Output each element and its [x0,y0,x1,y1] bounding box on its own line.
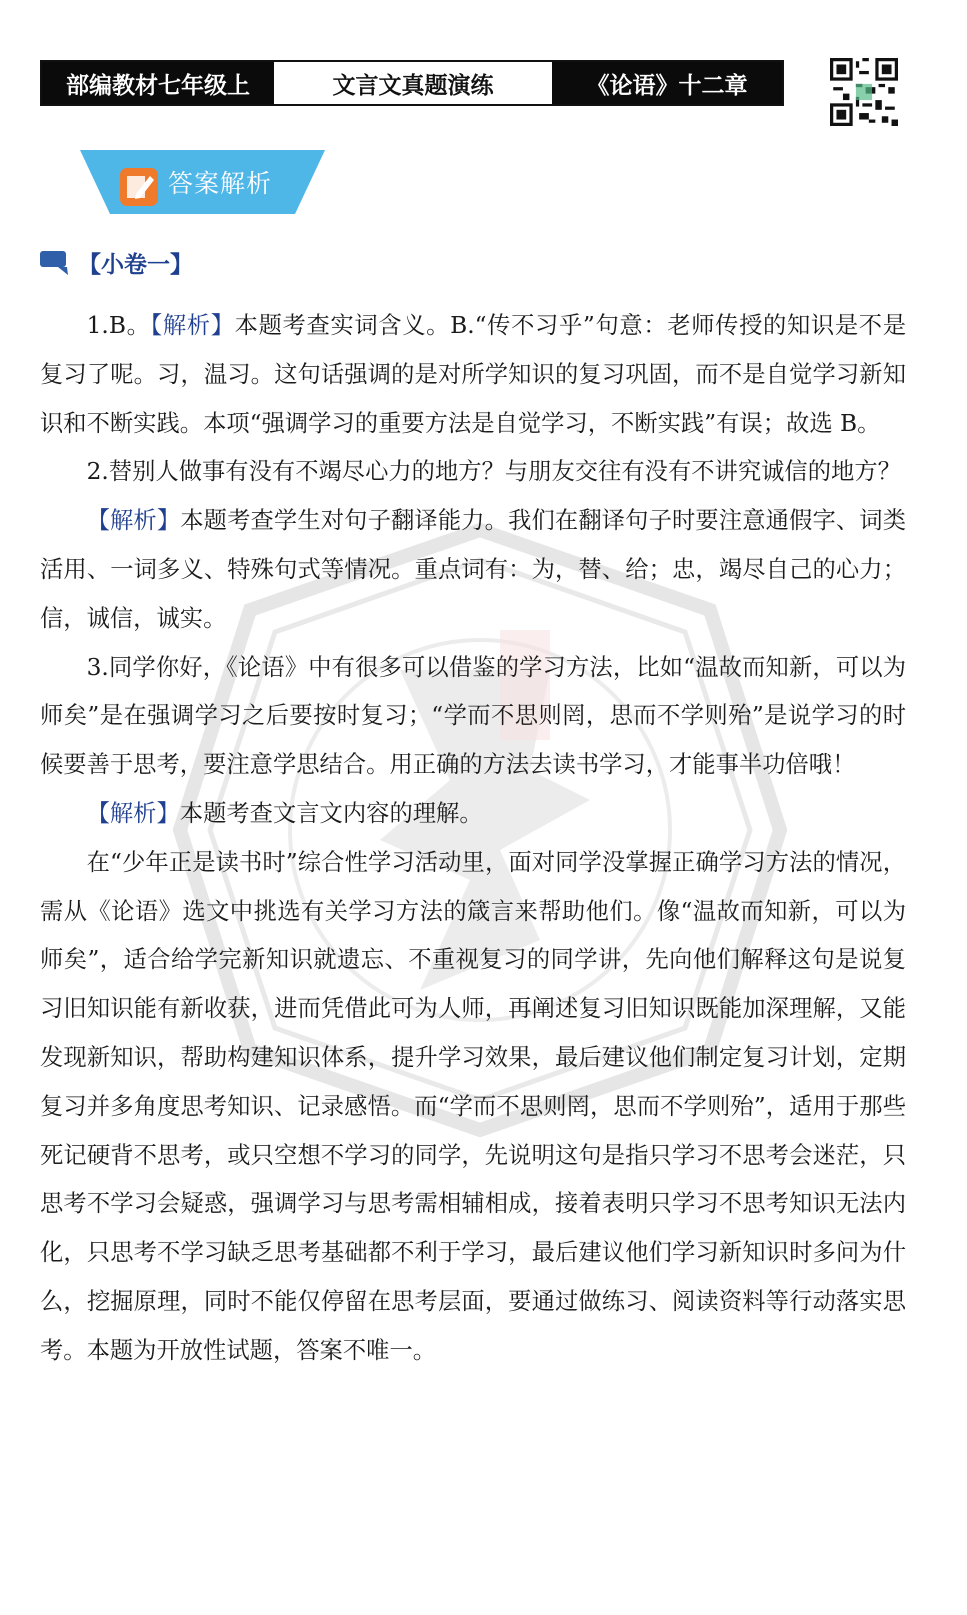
answer-1-analysis: 本题考查实词含义。B.“传不习乎”句意：老师传授的知识是不是复习了呢。习，温习。这句话强调的是对所学知识的复习巩固，而不是自觉学习新知识和不断实践。本项“强调学习的重要方法是自觉学习，不断实践”有误；故选 B。 [40,312,906,437]
analysis-tag: 【解析】 [86,799,180,827]
analysis-tag: 【解析】 [86,507,181,535]
header-bar [40,60,784,106]
answer-analysis-banner [80,150,325,214]
answer-paragraph [40,497,906,643]
answer-content [40,302,906,1376]
answer-2-analysis: 本题考查学生对句子翻译能力。我们在翻译句子时要注意通假字、词类活用、一词多义、特殊句式等情况。重点词有：为，替、给；忠，竭尽自己的心力；信，诚信，诚实。 [40,507,907,632]
answer-1-choice: 1.B。 [86,312,151,339]
answer-paragraph [40,302,906,448]
answer-paragraph [40,839,906,1376]
chat-bubble-icon [40,251,70,275]
banner-label: 答案解析 [168,169,273,198]
section-heading [40,246,193,279]
answer-paragraph [40,448,906,497]
answer-3-explanation: 在“少年正是读书时”综合性学习活动里，面对同学没掌握正确学习方法的情况，需从《论语》选文中挑选有关学习方法的箴言来帮助他们。像“温故而知新，可以为师矣”，适合给学完新知识就遗忘、不重视复习的同学讲，先向他们解释这句是说复习旧知识能有新收获，进而凭借此可为人师，再阐述复习旧知识既能加深理解，又能发现新知识，帮助构建知识体系，提升学习效果，最后建议他们制定复习计划，定期复习并多角度思考知识、记录感悟。而“学而不思则罔，思而不学则殆”，适用于那些死记硬背不思考，或只空想不学习的同学，先说明这句是指只学习不思考会迷茫，只思考不学习会疑惑，强调学习与思考需相辅相成，接着表明只学习不思考知识无法内化，只思考不学习缺乏思考基础都不利于学习，最后建议他们学习新知识时多问为什么，挖掘原理，同时不能仅停留在思考层面，要通过做练习、阅读资料等行动落实思考。本题为开放性试题，答案不唯一。 [40,848,906,1364]
qr-code-icon [830,58,898,126]
answer-2: 2.替别人做事有没有不竭尽心力的地方？与朋友交往有没有不讲究诚信的地方？ [86,458,901,486]
answer-paragraph [40,790,906,839]
pencil-note-icon [120,168,158,206]
header-grade: 部编教材七年级上 [42,62,274,104]
analysis-tag: 【解析】 [150,312,235,339]
answer-paragraph [40,644,906,790]
answer-3: 3.同学你好，《论语》中有很多可以借鉴的学习方法，比如“温故而知新，可以为师矣”是在强调学习之后要按时复习；“学而不思则罔，思而不学则殆”是说学习的时候要善于思考，要注意学思结合。用正确的方法去读书学习，才能事半功倍哦！ [40,653,906,779]
header-subject: 文言文真题演练 [274,62,552,104]
header-chapter: 《论语》十二章 [552,62,782,104]
section-title: 【小卷一】 [78,251,193,278]
answer-3-analysis: 本题考查文言文内容的理解。 [179,799,483,827]
